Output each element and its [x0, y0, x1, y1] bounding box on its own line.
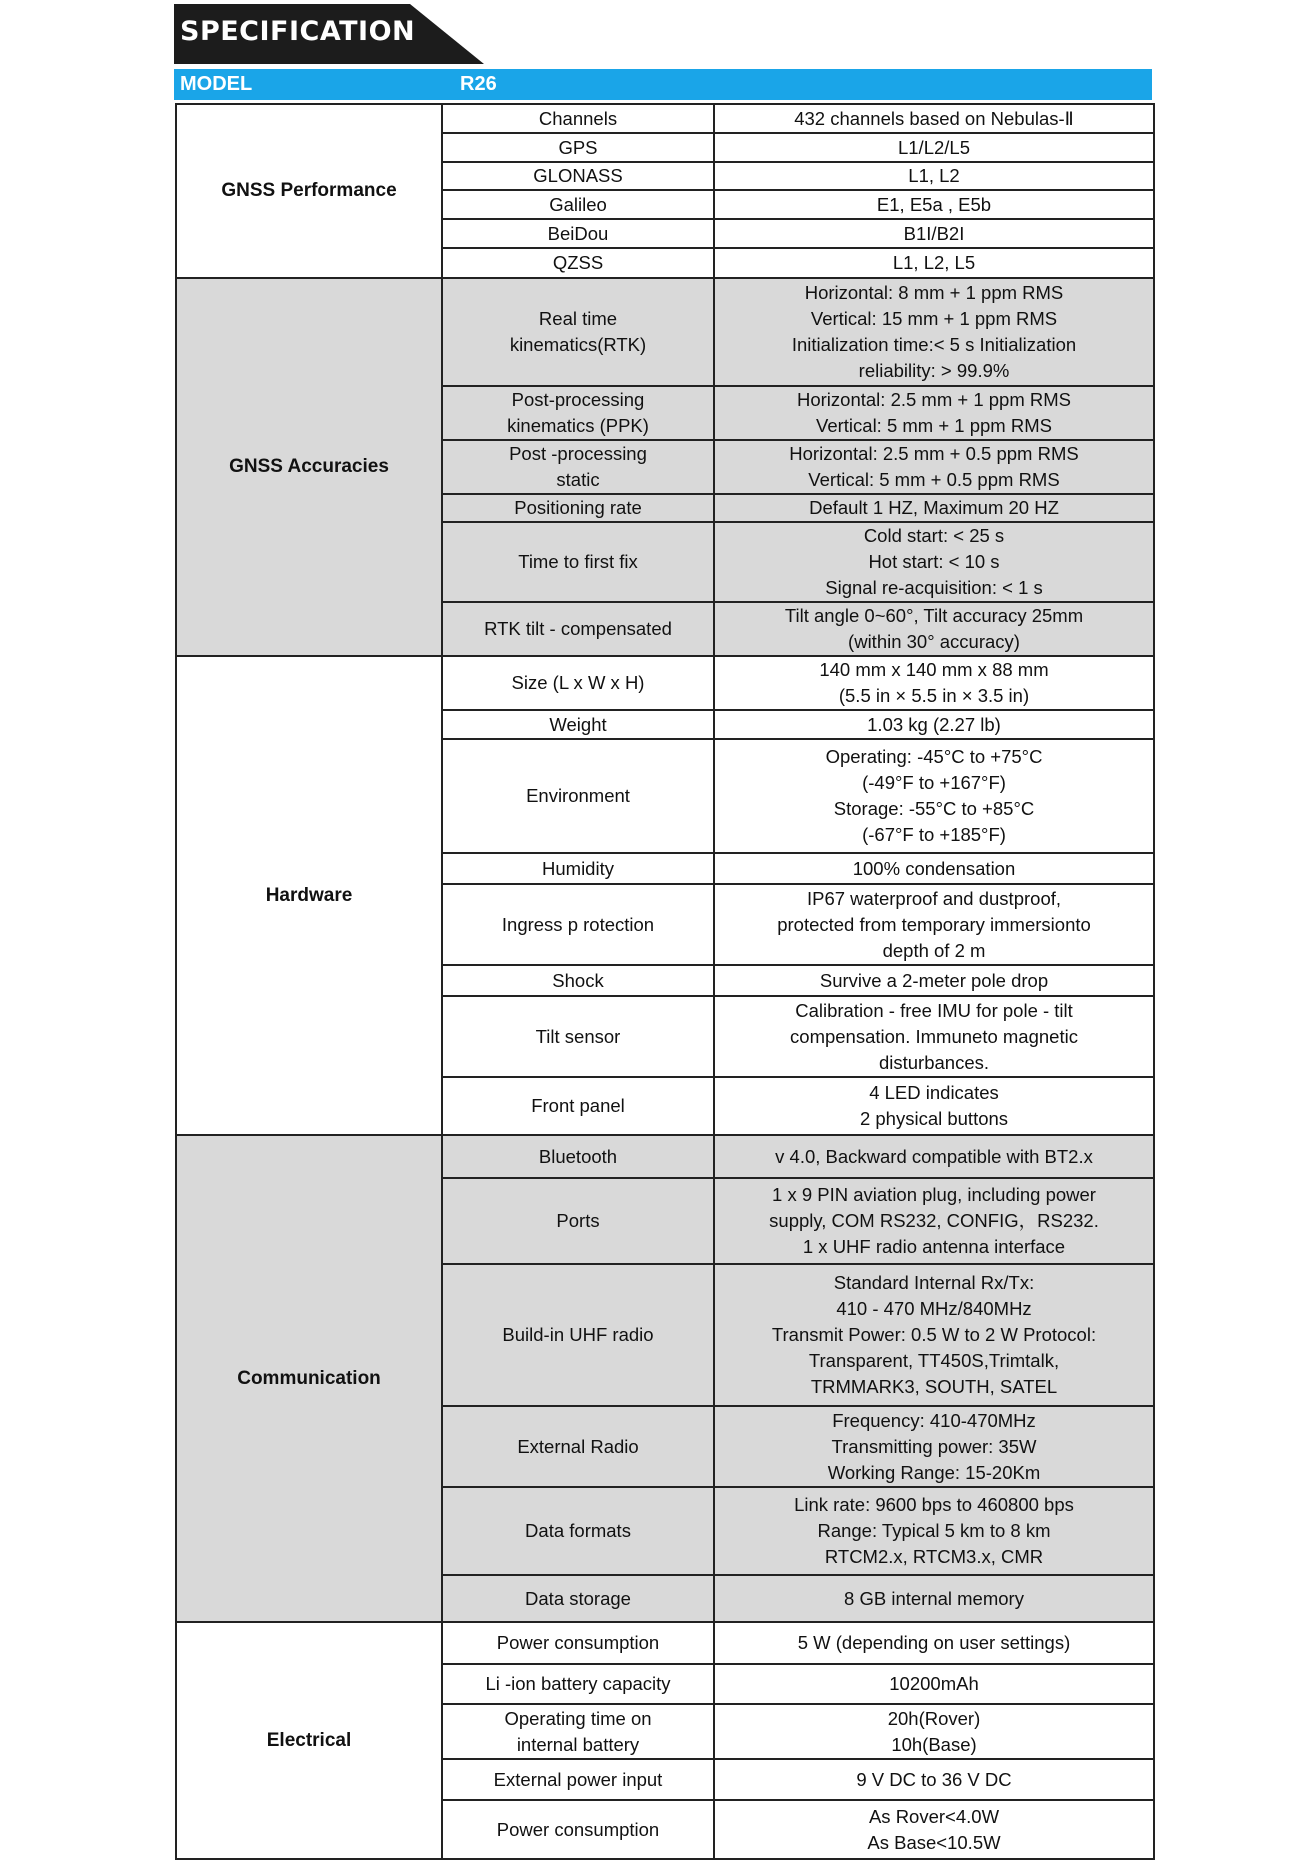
spec-value: Calibration - free IMU for pole - tilt compensation. Immuneto magnetic disturbances.: [714, 996, 1154, 1077]
spec-label: GPS: [442, 133, 714, 162]
spec-value: Frequency: 410-470MHz Transmitting power: 35W Working Range: 15-20Km: [714, 1406, 1154, 1487]
model-value: R26: [460, 73, 497, 95]
spec-label: QZSS: [442, 248, 714, 278]
spec-label: Channels: [442, 104, 714, 133]
table-row: [176, 1135, 1154, 1178]
spec-value: IP67 waterproof and dustproof, protected from temporary immersionto depth of 2 m: [714, 884, 1154, 965]
table-row: [176, 1622, 1154, 1664]
table-row: [176, 278, 1154, 386]
spec-value: v 4.0, Backward compatible with BT2.x: [714, 1135, 1154, 1178]
spec-value: Standard Internal Rx/Tx: 410 - 470 MHz/840MHz Transmit Power: 0.5 W to 2 W Protocol: Transparent, TT450S,Trimtalk, TRMMARK3, SOUTH, SATEL: [714, 1264, 1154, 1406]
spec-label: Time to first fix: [442, 522, 714, 602]
spec-value: 9 V DC to 36 V DC: [714, 1759, 1154, 1800]
spec-label: Tilt sensor: [442, 996, 714, 1077]
spec-label: Weight: [442, 710, 714, 739]
spec-label: Post-processing kinematics (PPK): [442, 386, 714, 440]
spec-label: Li -ion battery capacity: [442, 1664, 714, 1704]
category-cell: Communication: [176, 1135, 442, 1622]
table-row: [176, 104, 1154, 133]
spec-value: Default 1 HZ, Maximum 20 HZ: [714, 494, 1154, 522]
spec-value: Tilt angle 0~60°, Tilt accuracy 25mm (within 30° accuracy): [714, 602, 1154, 656]
spec-label: Size (L x W x H): [442, 656, 714, 710]
spec-label: Positioning rate: [442, 494, 714, 522]
table-row: [176, 656, 1154, 710]
spec-value: Horizontal: 2.5 mm + 0.5 ppm RMS Vertical: 5 mm + 0.5 ppm RMS: [714, 440, 1154, 494]
spec-label: Build-in UHF radio: [442, 1264, 714, 1406]
spec-value: 1 x 9 PIN aviation plug, including power supply, COM RS232, CONFIG，RS232. 1 x UHF radio antenna interface: [714, 1178, 1154, 1264]
spec-label: Operating time on internal battery: [442, 1704, 714, 1759]
spec-value: 1.03 kg (2.27 lb): [714, 710, 1154, 739]
spec-banner: [174, 4, 488, 64]
spec-label: Ports: [442, 1178, 714, 1264]
spec-label: External Radio: [442, 1406, 714, 1487]
spec-label: Humidity: [442, 853, 714, 884]
spec-value: L1, L2, L5: [714, 248, 1154, 278]
spec-value: B1I/B2I: [714, 219, 1154, 248]
category-cell: GNSS Accuracies: [176, 278, 442, 656]
spec-value: Horizontal: 2.5 mm + 1 ppm RMS Vertical: 5 mm + 1 ppm RMS: [714, 386, 1154, 440]
spec-value: Horizontal: 8 mm + 1 ppm RMS Vertical: 15 mm + 1 ppm RMS Initialization time:< 5 s Initialization reliability: > 99.9%: [714, 278, 1154, 386]
spec-value: As Rover<4.0W As Base<10.5W: [714, 1800, 1154, 1859]
spec-table: [175, 103, 1155, 1860]
spec-label: BeiDou: [442, 219, 714, 248]
spec-label: RTK tilt - compensated: [442, 602, 714, 656]
spec-value: Link rate: 9600 bps to 460800 bps Range: Typical 5 km to 8 km RTCM2.x, RTCM3.x, CMR: [714, 1487, 1154, 1575]
spec-label: Galileo: [442, 190, 714, 219]
spec-label: Bluetooth: [442, 1135, 714, 1178]
category-cell: Electrical: [176, 1622, 442, 1859]
spec-value: Operating: -45°C to +75°C (-49°F to +167°F) Storage: -55°C to +85°C (-67°F to +185°F): [714, 739, 1154, 853]
spec-label: Shock: [442, 965, 714, 996]
spec-label: Ingress p rotection: [442, 884, 714, 965]
spec-label: Environment: [442, 739, 714, 853]
spec-value: 10200mAh: [714, 1664, 1154, 1704]
spec-value: 100% condensation: [714, 853, 1154, 884]
spec-value: L1/L2/L5: [714, 133, 1154, 162]
spec-label: Power consumption: [442, 1800, 714, 1859]
spec-value: E1, E5a , E5b: [714, 190, 1154, 219]
category-cell: GNSS Performance: [176, 104, 442, 278]
spec-value: 140 mm x 140 mm x 88 mm (5.5 in × 5.5 in × 3.5 in): [714, 656, 1154, 710]
spec-value: 4 LED indicates 2 physical buttons: [714, 1077, 1154, 1135]
spec-label: Real time kinematics(RTK): [442, 278, 714, 386]
spec-value: 5 W (depending on user settings): [714, 1622, 1154, 1664]
spec-label: External power input: [442, 1759, 714, 1800]
spec-label: Power consumption: [442, 1622, 714, 1664]
spec-label: Data formats: [442, 1487, 714, 1575]
spec-value: 20h(Rover) 10h(Base): [714, 1704, 1154, 1759]
category-cell: Hardware: [176, 656, 442, 1135]
spec-label: Front panel: [442, 1077, 714, 1135]
page-title: SPECIFICATION: [180, 16, 416, 47]
spec-value: 432 channels based on Nebulas-Ⅱ: [714, 104, 1154, 133]
spec-label: Post -processing static: [442, 440, 714, 494]
spec-label: GLONASS: [442, 162, 714, 190]
spec-value: 8 GB internal memory: [714, 1575, 1154, 1622]
spec-value: Cold start: < 25 s Hot start: < 10 s Signal re-acquisition: < 1 s: [714, 522, 1154, 602]
model-label: MODEL: [180, 73, 253, 95]
spec-label: Data storage: [442, 1575, 714, 1622]
model-bar: [174, 69, 1152, 100]
spec-value: L1, L2: [714, 162, 1154, 190]
spec-value: Survive a 2-meter pole drop: [714, 965, 1154, 996]
